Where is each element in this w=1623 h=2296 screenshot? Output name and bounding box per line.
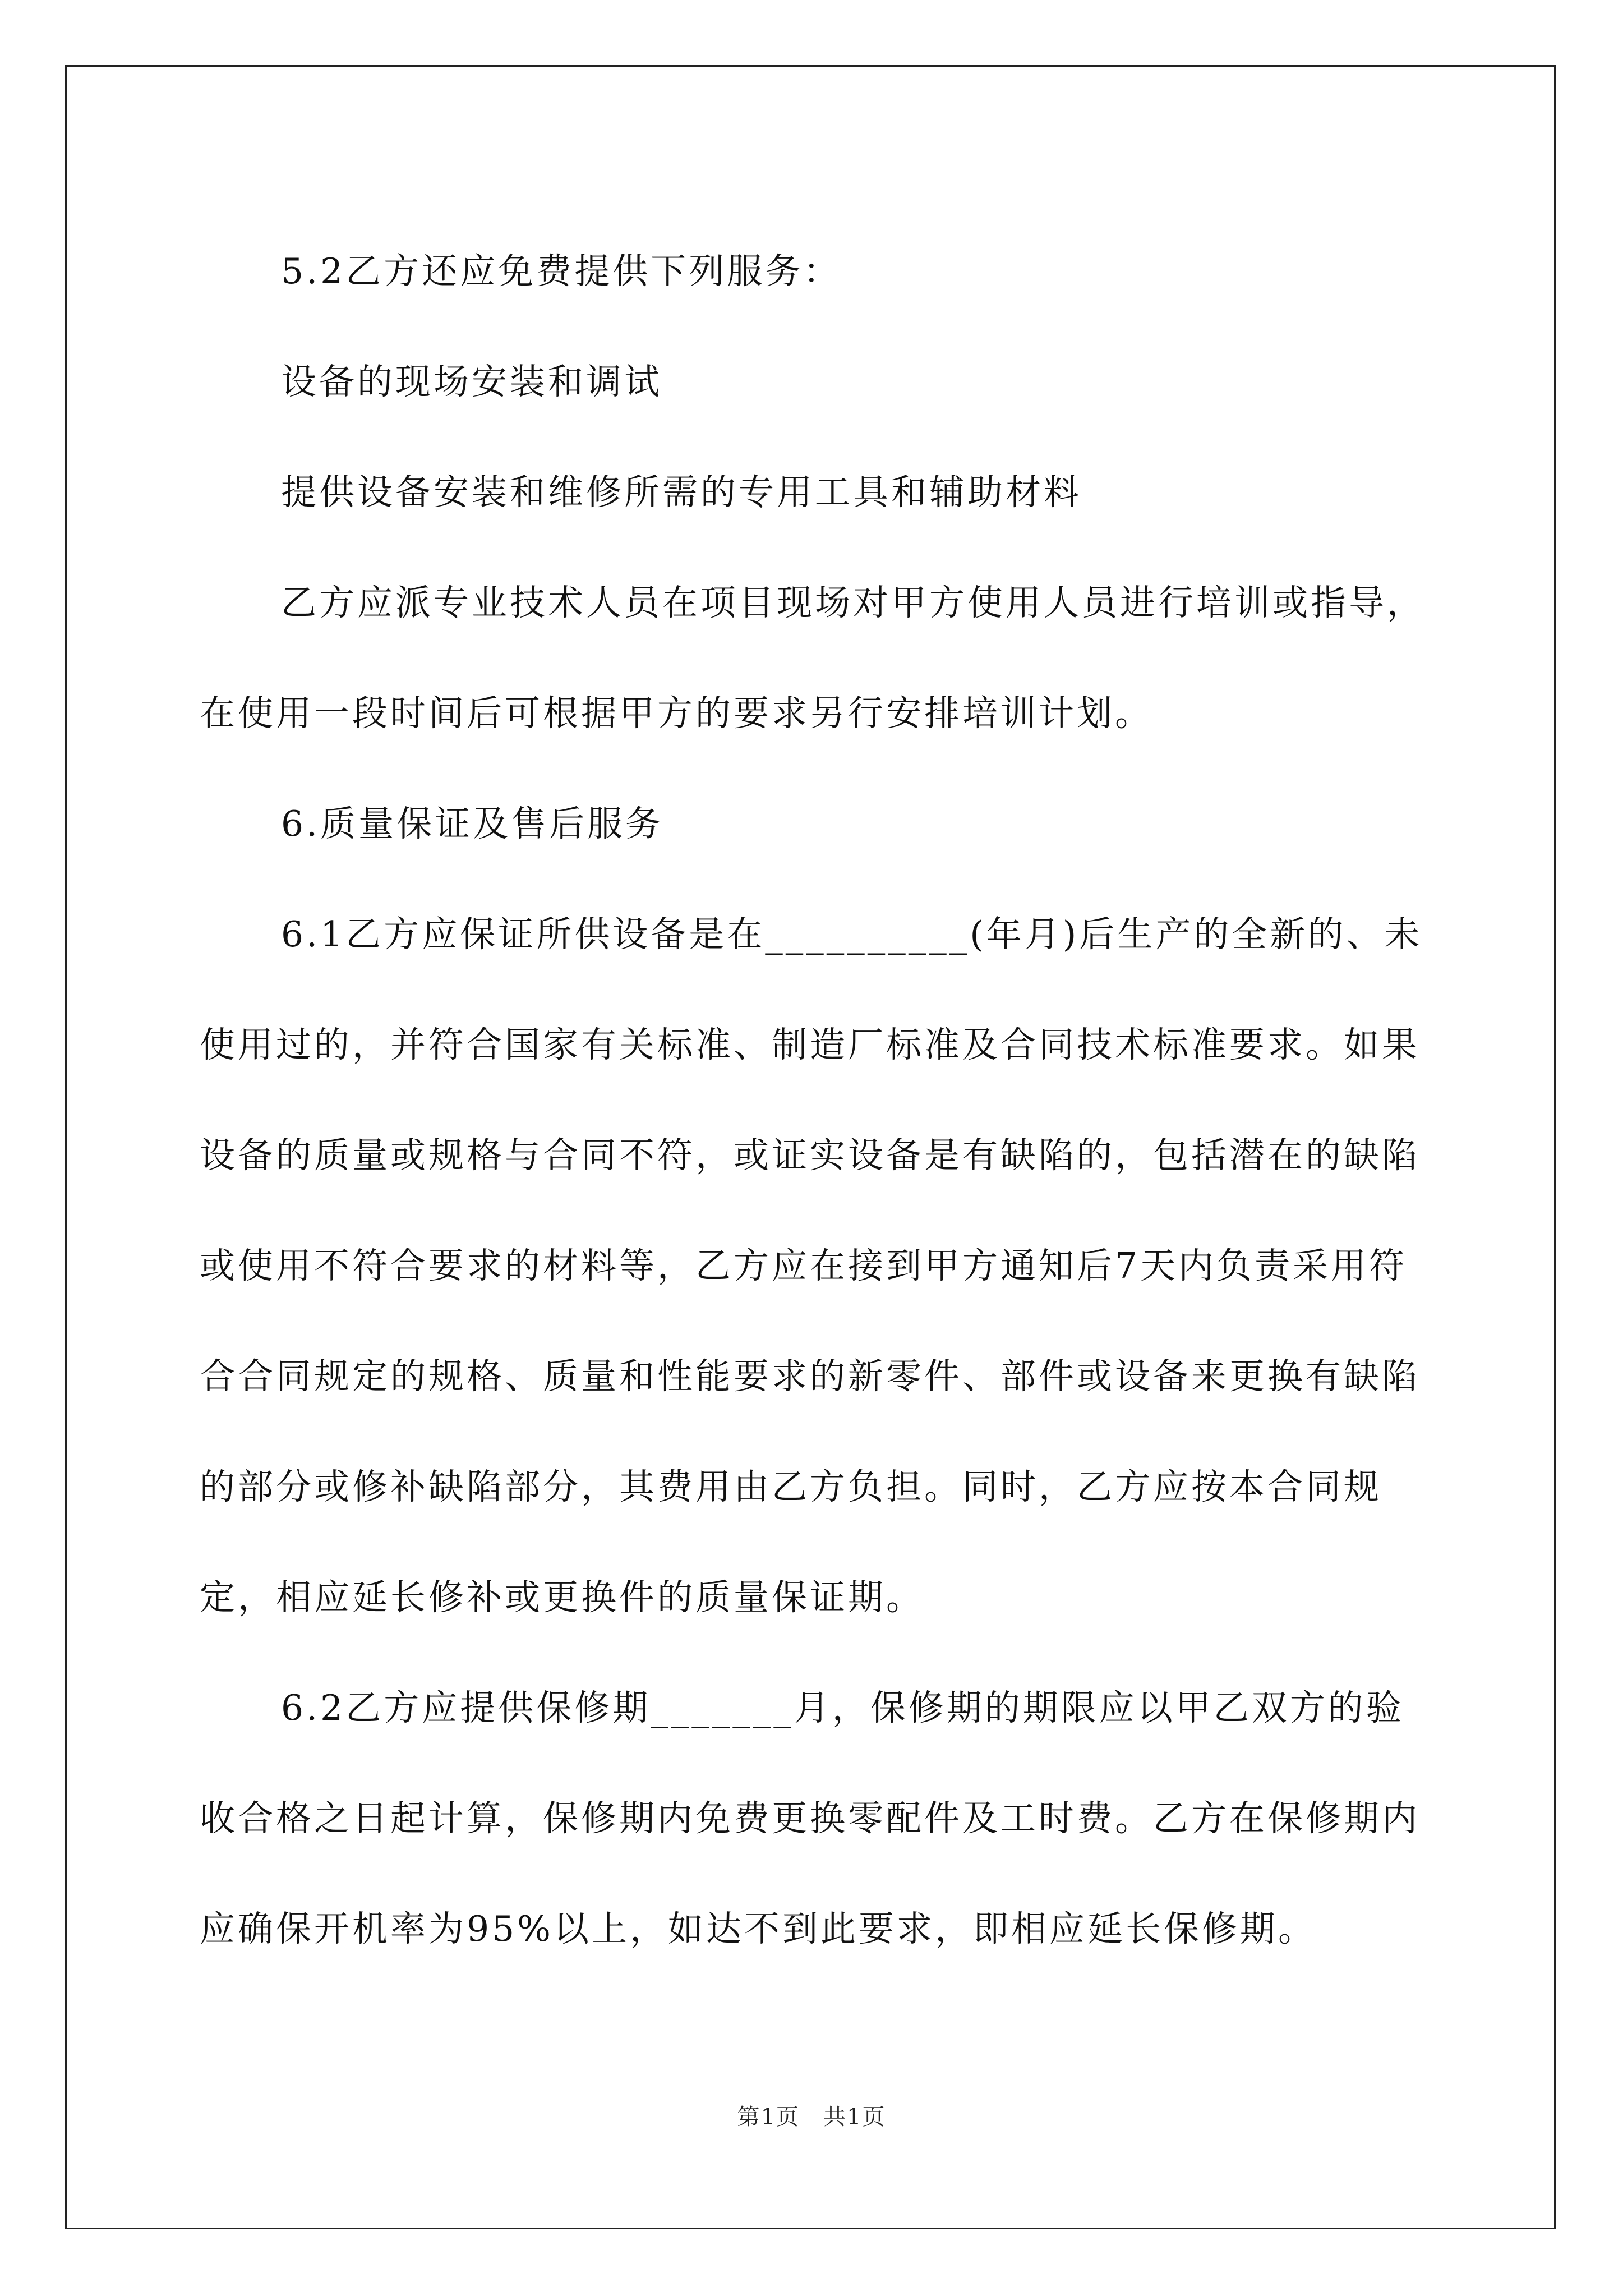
paragraph-6-1: 6.1乙方应保证所供设备是在__________(年月)后生产的全新的、未使用过的，并符合国家有关标准、制造厂标准及合同技术标准要求。如果设备的质量或规格与合同不符，或证实设备是有缺陷的，包括潜在的缺陷或使用不符合要求的材料等，乙方应在接到甲方通知后7天内负责采用符合合同规定的规格、质量和性能要求的新零件、部件或设备来更换有缺陷的部分或修补缺陷部分，其费用由乙方负担。同时，乙方应按本合同规定，相应延长修补或更换件的质量保证期。 [200, 914, 1423, 1618]
paragraph-training: 乙方应派专业技术人员在项目现场对甲方使用人员进行培训或指导，在使用一段时间后可根据甲方的要求另行安排培训计划。 [200, 582, 1425, 734]
document-body [200, 216, 1433, 1984]
paragraph-installation: 设备的现场安装和调试 [281, 361, 662, 402]
page-footer: 第1页 共1页 [737, 2104, 886, 2130]
paragraph-tools: 提供设备安装和维修所需的专用工具和辅助材料 [281, 472, 1082, 513]
section-heading-6: 6.质量保证及售后服务 [281, 803, 664, 844]
paragraph-6-2: 6.2乙方应提供保修期_______月，保修期的期限应以甲乙双方的验收合格之日起计算，保修期内免费更换零配件及工时费。乙方在保修期内应确保开机率为95%以上，如达不到此要求，即相应延长保修期。 [200, 1687, 1420, 1949]
paragraph-5-2: 5.2乙方还应免费提供下列服务： [281, 251, 842, 292]
